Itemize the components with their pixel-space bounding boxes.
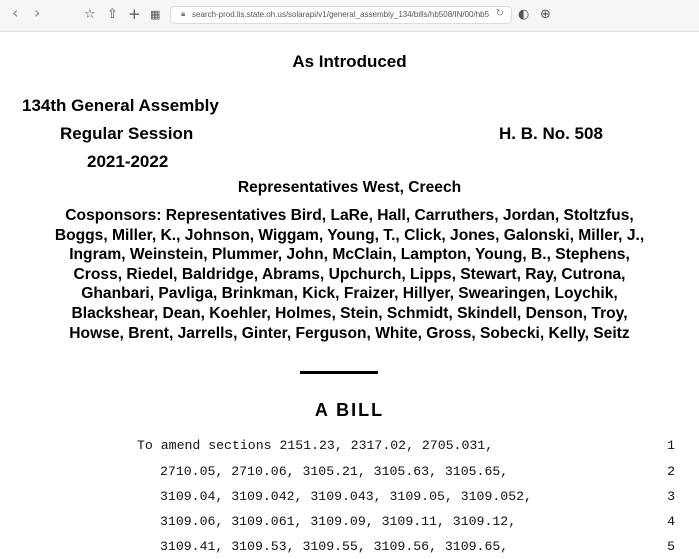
cosponsors-line: Blackshear, Dean, Koehler, Holmes, Stein, Schmidt, Skindell, Denson, Troy, <box>71 304 628 322</box>
bill-line: 3109.04, 3109.042, 3109.043, 3109.05, 3109.052, <box>160 489 532 504</box>
sponsors: Representatives West, Creech <box>237 179 462 196</box>
bill-line: 2710.05, 2710.06, 3105.21, 3105.63, 3105.65, <box>160 464 509 479</box>
privacy-shield-icon[interactable]: ◐ <box>518 7 530 22</box>
lock-icon: 🔒︎ <box>181 9 186 18</box>
session: Regular Session <box>60 124 194 143</box>
address-bar[interactable] <box>170 6 512 24</box>
cosponsors <box>0 206 699 343</box>
tab-overview-grid-icon[interactable]: ▦ <box>150 8 161 21</box>
bill-line: To amend sections 2151.23, 2317.02, 2705.031, <box>137 438 494 453</box>
document-status: As Introduced <box>292 52 407 71</box>
downloads-icon[interactable]: ⊕ <box>540 7 551 22</box>
line-number: 4 <box>667 514 675 529</box>
bill-number: H. B. No. 508 <box>499 124 603 143</box>
reload-icon[interactable]: ↻ <box>495 8 504 19</box>
cosponsors-line: Ghanbari, Pavliga, Brinkman, Kick, Fraizer, Hillyer, Swearingen, Loychik, <box>81 285 618 303</box>
line-number: 1 <box>667 438 675 453</box>
share-icon[interactable]: ⇧ <box>107 7 118 22</box>
url-text[interactable]: search-prod.lis.state.oh.us/solarapi/v1/general_assembly_134/bills/hb508/IN/00/hb5 <box>192 10 490 19</box>
bill-heading: A BILL <box>314 400 385 420</box>
bill-line: 3109.41, 3109.53, 3109.55, 3109.56, 3109.65, <box>160 539 509 554</box>
line-number: 3 <box>667 489 675 504</box>
bill-line: 3109.06, 3109.061, 3109.09, 3109.11, 3109.12, <box>160 514 517 529</box>
browser-toolbar <box>0 0 699 32</box>
general-assembly: 134th General Assembly <box>22 96 219 115</box>
cosponsors-line: Cross, Riedel, Baldridge, Abrams, Upchurch, Lipps, Stewart, Ray, Cutrona, <box>73 265 626 283</box>
new-tab-plus-icon[interactable]: + <box>128 5 141 23</box>
cosponsors-line: Howse, Brent, Jarrells, Ginter, Ferguson, White, Gross, Sobecki, Kelly, Seitz <box>69 324 630 342</box>
cosponsors-line: Boggs, Miller, K., Johnson, Wiggam, Young, T., Click, Jones, Galonski, Miller, J., <box>54 226 645 244</box>
line-number: 5 <box>667 539 675 554</box>
cosponsors-line: Ingram, Weinstein, Plummer, John, McClain, Lampton, Young, B., Stephens, <box>69 246 630 264</box>
bookmark-star-icon[interactable]: ☆ <box>84 7 96 22</box>
cosponsors-line: Cosponsors: Representatives Bird, LaRe, Hall, Carruthers, Jordan, Stoltzfus, <box>65 207 634 224</box>
back-button[interactable]: ‹ <box>12 3 19 22</box>
line-number: 2 <box>667 464 675 479</box>
divider-rule <box>300 371 378 374</box>
session-years: 2021-2022 <box>87 152 169 171</box>
forward-button[interactable]: › <box>34 3 41 22</box>
